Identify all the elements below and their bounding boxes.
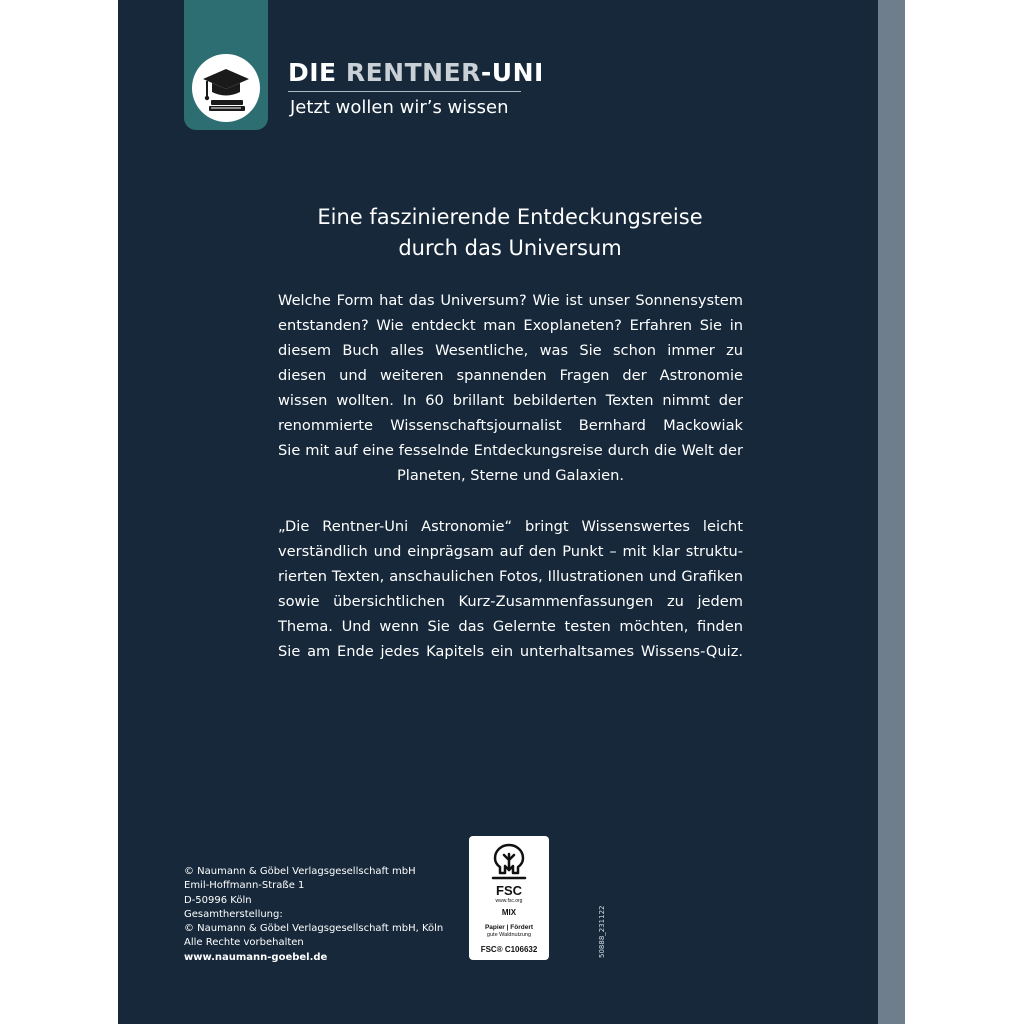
paragraph-1-line: entstanden? Wie entdeckt man Exoplaneten? Erfahren Sie in bbox=[278, 317, 743, 334]
blurb-paragraph-1 bbox=[278, 288, 743, 488]
paragraph-2-line: rierten Texten, anschaulichen Fotos, Illustrationen und Grafiken bbox=[278, 568, 743, 585]
paragraph-1-line: Welche Form hat das Universum? Wie ist unser Sonnensystem bbox=[278, 292, 743, 309]
series-title-uni: -UNI bbox=[480, 58, 544, 87]
blurb-paragraph-2 bbox=[278, 514, 743, 664]
series-title bbox=[288, 58, 544, 88]
headline-line-1: Eine faszinierende Entdeckungsreise bbox=[317, 205, 703, 229]
imprint-line: Emil-Hoffmann-Straße 1 bbox=[184, 880, 305, 892]
series-divider bbox=[288, 91, 521, 92]
fsc-label: MIX bbox=[501, 908, 517, 917]
headline-line-2: durch das Universum bbox=[398, 236, 622, 260]
paragraph-1-line: diesen und weiteren spannenden Fragen der Astronomie bbox=[278, 367, 743, 384]
fsc-tree-icon bbox=[487, 842, 531, 882]
fsc-website: www.fsc.org bbox=[495, 898, 523, 904]
publisher-website: www.naumann-goebel.de bbox=[184, 951, 328, 963]
series-title-rentner: RENTNER bbox=[345, 58, 481, 87]
imprint-line: © Naumann & Göbel Verlagsgesellschaft mbH bbox=[184, 866, 416, 877]
fsc-badge bbox=[469, 836, 549, 960]
fsc-name: FSC bbox=[496, 883, 522, 898]
book-spine bbox=[878, 0, 905, 1024]
paragraph-2-line: sowie übersichtlichen Kurz-Zusammenfassungen zu jedem bbox=[278, 593, 743, 610]
paragraph-2-line: Sie am Ende jedes Kapitels ein unterhaltsames Wissens-Quiz. bbox=[278, 643, 743, 660]
paragraph-1-line: Sie mit auf eine fesselnde Entdeckungsreise durch die Welt der bbox=[278, 442, 743, 459]
imprint-line: Alle Rechte vorbehalten bbox=[184, 937, 304, 949]
imprint-line: © Naumann & Göbel Verlagsgesellschaft mbH, Köln bbox=[184, 923, 444, 935]
paragraph-1-line: wissen wollten. In 60 brillant bebilderten Texten nimmt der bbox=[278, 392, 743, 409]
headline bbox=[272, 202, 748, 264]
fsc-license-code: FSC® C106632 bbox=[480, 945, 538, 954]
paragraph-2-line: „Die Rentner-Uni Astronomie“ bringt Wissenswertes leicht bbox=[278, 518, 743, 535]
publisher-imprint bbox=[184, 865, 443, 965]
series-title-die: DIE bbox=[288, 58, 346, 87]
imprint-line: D-50996 Köln bbox=[184, 894, 252, 906]
paragraph-1-line-last: Planeten, Sterne und Galaxien. bbox=[396, 467, 625, 484]
paragraph-1-line: renommierte Wissenschaftsjournalist Bernhard Mackowiak bbox=[278, 417, 743, 434]
article-number: 50888_231122 bbox=[598, 905, 606, 958]
imprint-line: Gesamtherstellung: bbox=[184, 908, 283, 920]
paragraph-1-line: diesem Buch alles Wesentliche, was Sie schon immer zu bbox=[278, 342, 743, 359]
series-subtitle: Jetzt wollen wir’s wissen bbox=[290, 97, 509, 118]
paragraph-2-line: verständlich und einprägsam auf den Punkt – mit klar struktu- bbox=[278, 543, 743, 560]
paragraph-2-line: Thema. Und wenn Sie das Gelernte testen möchten, finden bbox=[278, 618, 743, 635]
graduation-cap-books-icon bbox=[192, 54, 260, 122]
fsc-description-1: Papier | Fördert bbox=[484, 924, 534, 931]
fsc-description-2: gute Waldnutzung bbox=[486, 932, 532, 938]
